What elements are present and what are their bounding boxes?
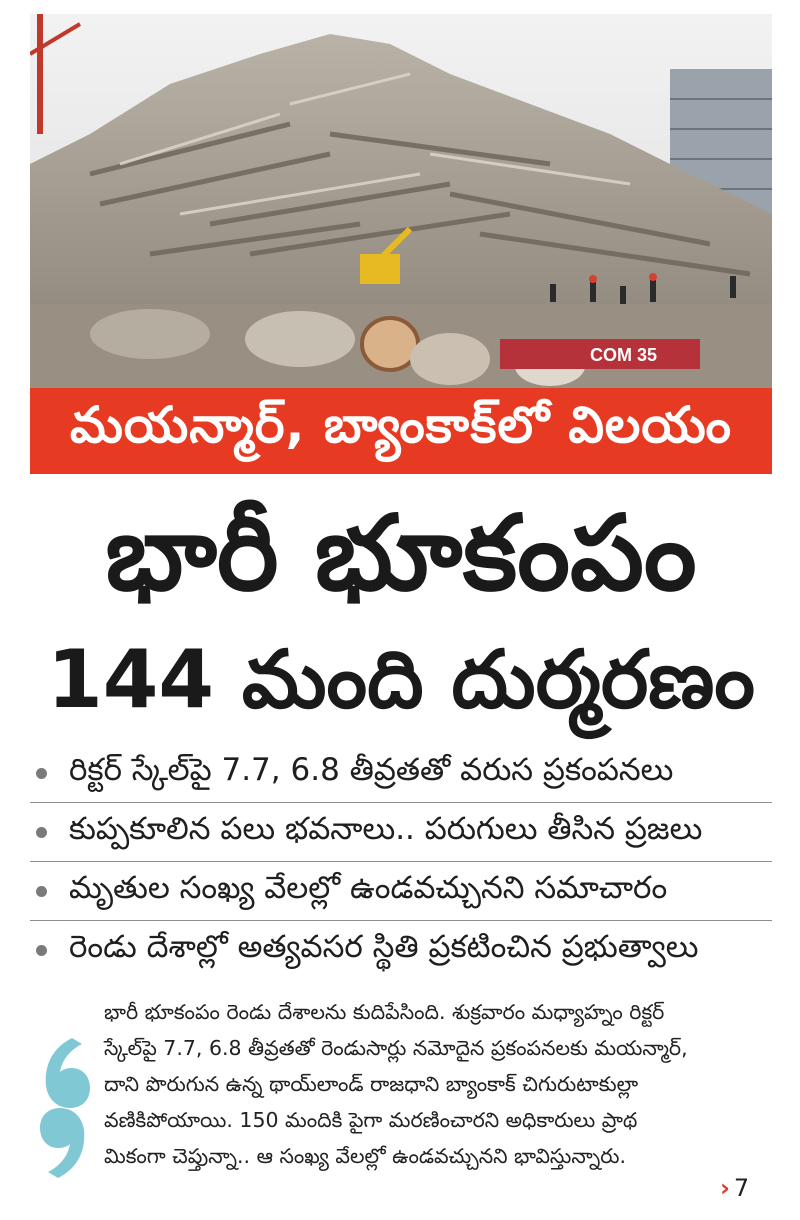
sub-headline: 144 మంది దుర్మరణం (47, 633, 755, 726)
sign-text: COM 35 (590, 345, 658, 365)
list-item (30, 862, 772, 921)
rubble-illustration (30, 14, 772, 388)
list-item-text: రిక్టర్ స్కేల్‌పై 7.7, 6.8 తీవ్రతతో వరుస ప్రకంపనలు (69, 751, 674, 788)
list-item (30, 803, 772, 862)
main-headline: భారీ భూకంపం (105, 492, 697, 614)
list-item-text: రెండు దేశాల్లో అత్యవసర స్థితి ప్రకటించిన ప్రభుత్వాలు (69, 928, 699, 965)
body-line: మికంగా చెప్తున్నా.. ఆ సంఖ్య వేలల్లో ఉండవచ్చునని భావిస్తున్నారు. (104, 1144, 626, 1168)
bullet-icon (36, 768, 47, 779)
bullet-icon (36, 827, 47, 838)
kicker-text: మయన్మార్, బ్యాంకాక్‌లో విలయం (70, 395, 732, 454)
continued-page-number: 7 (733, 1174, 750, 1202)
continued-on-page (720, 1174, 749, 1202)
collapsed-building-photo (30, 14, 772, 388)
chevron-right-icon: › (720, 1174, 730, 1202)
article-body (104, 994, 776, 1174)
body-line: స్కేల్‌పై 7.7, 6.8 తీవ్రతతో రెండుసార్లు నమోదైన ప్రకంపనలకు మయన్మార్, (104, 1036, 688, 1060)
bullet-icon (36, 886, 47, 897)
list-item (30, 744, 772, 803)
body-line: దాని పొరుగున ఉన్న థాయ్‌లాండ్ రాజధాని బ్యాంకాక్ చిగురుటాకుల్లా (104, 1072, 639, 1096)
list-item (30, 921, 772, 979)
list-item-text: కుప్పకూలిన పలు భవనాలు.. పరుగులు తీసిన ప్రజలు (69, 810, 703, 847)
body-line: వణికిపోయాయి. 150 మందికి పైగా మరణించారని అధికారులు ప్రాథ (104, 1108, 638, 1132)
highlights-list (30, 744, 772, 979)
bullet-icon (36, 945, 47, 956)
list-item-text: మృతుల సంఖ్య వేలల్లో ఉండవచ్చునని సమాచారం (69, 869, 668, 906)
quote-mark-icon (32, 1008, 96, 1208)
kicker-banner (30, 388, 772, 474)
body-line: భారీ భూకంపం రెండు దేశాలను కుదిపేసింది. శుక్రవారం మధ్యాహ్నం రిక్టర్ (104, 1000, 665, 1024)
